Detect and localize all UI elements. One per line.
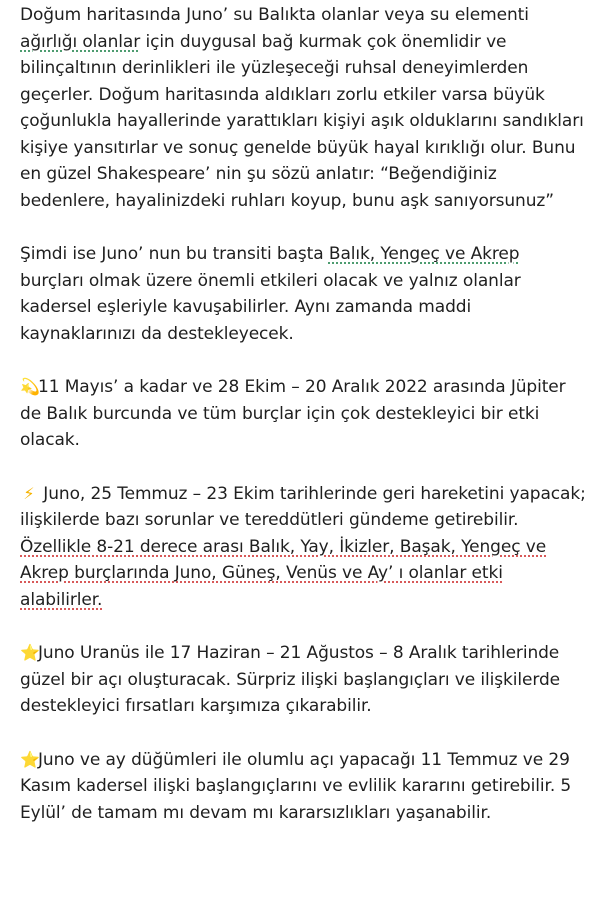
text-segment: Juno ve ay düğümleri ile olumlu açı yapacağı 11 Temmuz ve 29 Kasım kadersel ilişki başlangıçlarını ve evlilik kararını getirebilir. 5 Eylül’ de tamam mı devam mı kararsızlıkları yaşanabilir. bbox=[20, 749, 572, 823]
paragraph-juno-retrograde bbox=[20, 481, 588, 614]
dizzy-icon: 💫 bbox=[20, 377, 40, 396]
underlined-phrase: Özellikle 8-21 derece arası Balık, Yay, İkizler, Başak, Yengeç ve Akrep burçlarında Juno, Güneş, Venüs ve Ay’ ı olanlar etki alabilirler. bbox=[20, 536, 547, 610]
text-segment: Şimdi ise Juno’ nun bu transiti başta bbox=[20, 244, 329, 264]
text-segment: 11 Mayıs’ a kadar ve 28 Ekim – 20 Aralık 2022 arasında Jüpiter de Balık burcunda ve tüm burçlar için çok destekleyici bir etki olacak. bbox=[20, 377, 566, 450]
paragraph-juno-transit bbox=[20, 241, 588, 347]
star-icon: ⭐ bbox=[20, 749, 40, 769]
paragraph-juno-uranus bbox=[20, 640, 588, 720]
paragraph-juno-pisces bbox=[20, 2, 588, 214]
text-segment: burçları olmak üzere önemli etkileri olacak ve yalnız olanlar kadersel eşleriyle kavuşabilirler. Aynı zamanda maddi kaynaklarınızı da destekleyecek. bbox=[20, 270, 521, 344]
text-segment: Juno, 25 Temmuz – 23 Ekim tarihlerinde geri hareketini yapacak; ilişkilerde bazı sorunlar ve tereddütleri gündeme getirebilir. bbox=[20, 483, 586, 530]
underlined-phrase: ağırlığı olanlar bbox=[20, 31, 141, 52]
underlined-phrase: Balık, Yengeç ve Akrep bbox=[328, 244, 520, 264]
paragraph-lunar-nodes bbox=[20, 747, 588, 827]
paragraph-jupiter bbox=[20, 374, 588, 454]
lightning-icon: ⚡ bbox=[23, 483, 35, 503]
star-icon: ⭐ bbox=[20, 643, 40, 662]
text-segment: Doğum haritasında Juno’ su Balıkta olanlar veya su elementi bbox=[20, 5, 529, 25]
text-segment: Juno Uranüs ile 17 Haziran – 21 Ağustos – 8 Aralık tarihlerinde güzel bir açı oluşturacak. Sürpriz ilişki başlangıçları ve ilişkilerde destekleyici fırsatları karşımıza çıkarabilir. bbox=[20, 643, 561, 716]
text-segment: için duygusal bağ kurmak çok önemlidir ve bilinçaltının derinlikleri ile yüzleşeceği ruhsal deneyimlerden geçerler. Doğum haritasında aldıkları zorlu etkiler varsa büyük çoğunlukla hayallerinde yarattıkları kişiyi aşık olduklarını sandıkları kişiye yansıtırlar ve sonuç genelde büyük hayal kırıklığı olur. Bunu en güzel Shakespeare’ nin şu sözü anlatır: “Beğendiğiniz bedenlere, hayalinizdeki ruhları koyup, bunu aşk sanıyorsunuz” bbox=[20, 31, 584, 211]
